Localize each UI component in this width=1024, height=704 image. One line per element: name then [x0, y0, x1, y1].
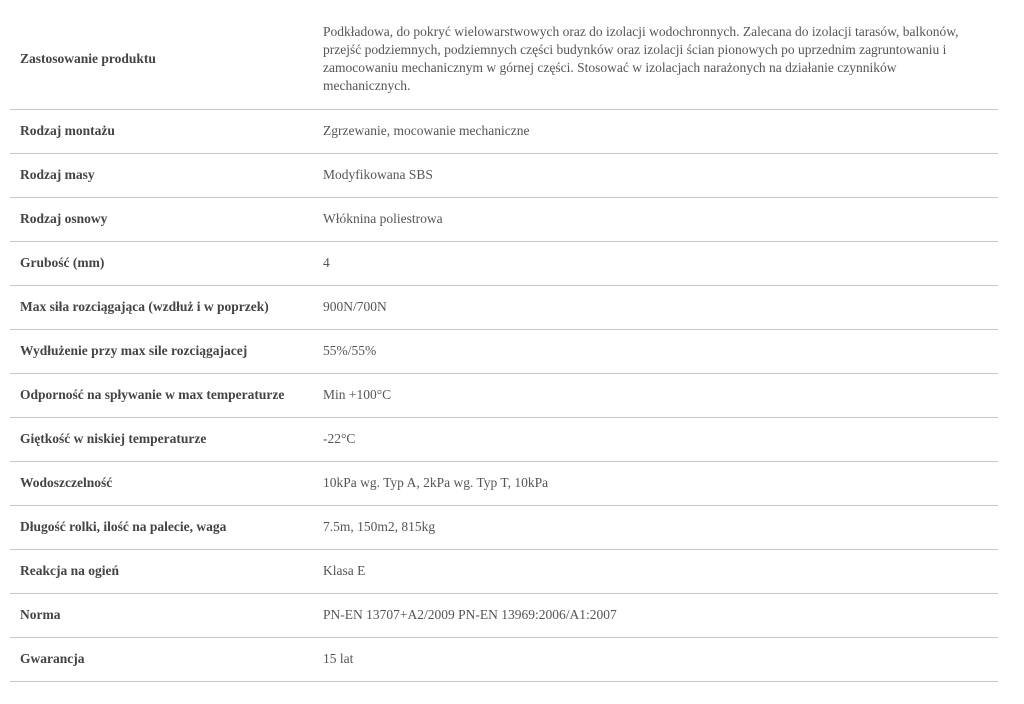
spec-value: 900N/700N [313, 285, 998, 329]
spec-label: Wydłużenie przy max sile rozciągajacej [10, 329, 313, 373]
spec-row-grubosc [10, 241, 998, 285]
spec-label: Rodzaj masy [10, 153, 313, 197]
spec-row-rodzaj-montazu [10, 109, 998, 153]
spec-value: Min +100°C [313, 373, 998, 417]
spec-value: Modyfikowana SBS [313, 153, 998, 197]
spec-value: Włóknina poliestrowa [313, 197, 998, 241]
spec-value: 55%/55% [313, 329, 998, 373]
spec-value: Klasa E [313, 549, 998, 593]
spec-label: Długość rolki, ilość na palecie, waga [10, 505, 313, 549]
product-spec-table [10, 10, 998, 682]
spec-row-rodzaj-masy [10, 153, 998, 197]
spec-label: Norma [10, 593, 313, 637]
spec-row-reakcja-na-ogien [10, 549, 998, 593]
spec-row-wydluzenie [10, 329, 998, 373]
spec-label: Max siła rozciągająca (wzdłuż i w poprzek) [10, 285, 313, 329]
spec-row-dlugosc-rolki [10, 505, 998, 549]
spec-label: Gwarancja [10, 637, 313, 681]
spec-row-rodzaj-osnowy [10, 197, 998, 241]
spec-row-norma [10, 593, 998, 637]
spec-label: Giętkość w niskiej temperaturze [10, 417, 313, 461]
spec-label: Reakcja na ogień [10, 549, 313, 593]
spec-value: 7.5m, 150m2, 815kg [313, 505, 998, 549]
spec-value: 4 [313, 241, 998, 285]
spec-label: Odporność na spływanie w max temperaturze [10, 373, 313, 417]
spec-row-odpornosc [10, 373, 998, 417]
spec-value: Podkładowa, do pokryć wielowarstwowych oraz do izolacji wodochronnych. Zalecana do izolacji tarasów, balkonów, przejść podziemnych, podziemnych części budynków oraz izolacji ścian pionowych po uprzednim zagruntowaniu i zamocowaniu mechanicznym w górnej części. Stosować w izolacjach narażonych na działanie czynników mechanicznych. [313, 10, 998, 109]
spec-value: 15 lat [313, 637, 998, 681]
spec-label: Grubość (mm) [10, 241, 313, 285]
spec-value: Zgrzewanie, mocowanie mechaniczne [313, 109, 998, 153]
spec-value: 10kPa wg. Typ A, 2kPa wg. Typ T, 10kPa [313, 461, 998, 505]
spec-label: Rodzaj osnowy [10, 197, 313, 241]
spec-label: Zastosowanie produktu [10, 10, 313, 109]
spec-value: -22°C [313, 417, 998, 461]
spec-value: PN-EN 13707+A2/2009 PN-EN 13969:2006/A1:2007 [313, 593, 998, 637]
spec-row-max-sila [10, 285, 998, 329]
spec-label: Wodoszczelność [10, 461, 313, 505]
spec-row-gwarancja [10, 637, 998, 681]
spec-row-zastosowanie [10, 10, 998, 109]
spec-row-wodoszczelnosc [10, 461, 998, 505]
spec-row-gietkosc [10, 417, 998, 461]
spec-label: Rodzaj montażu [10, 109, 313, 153]
